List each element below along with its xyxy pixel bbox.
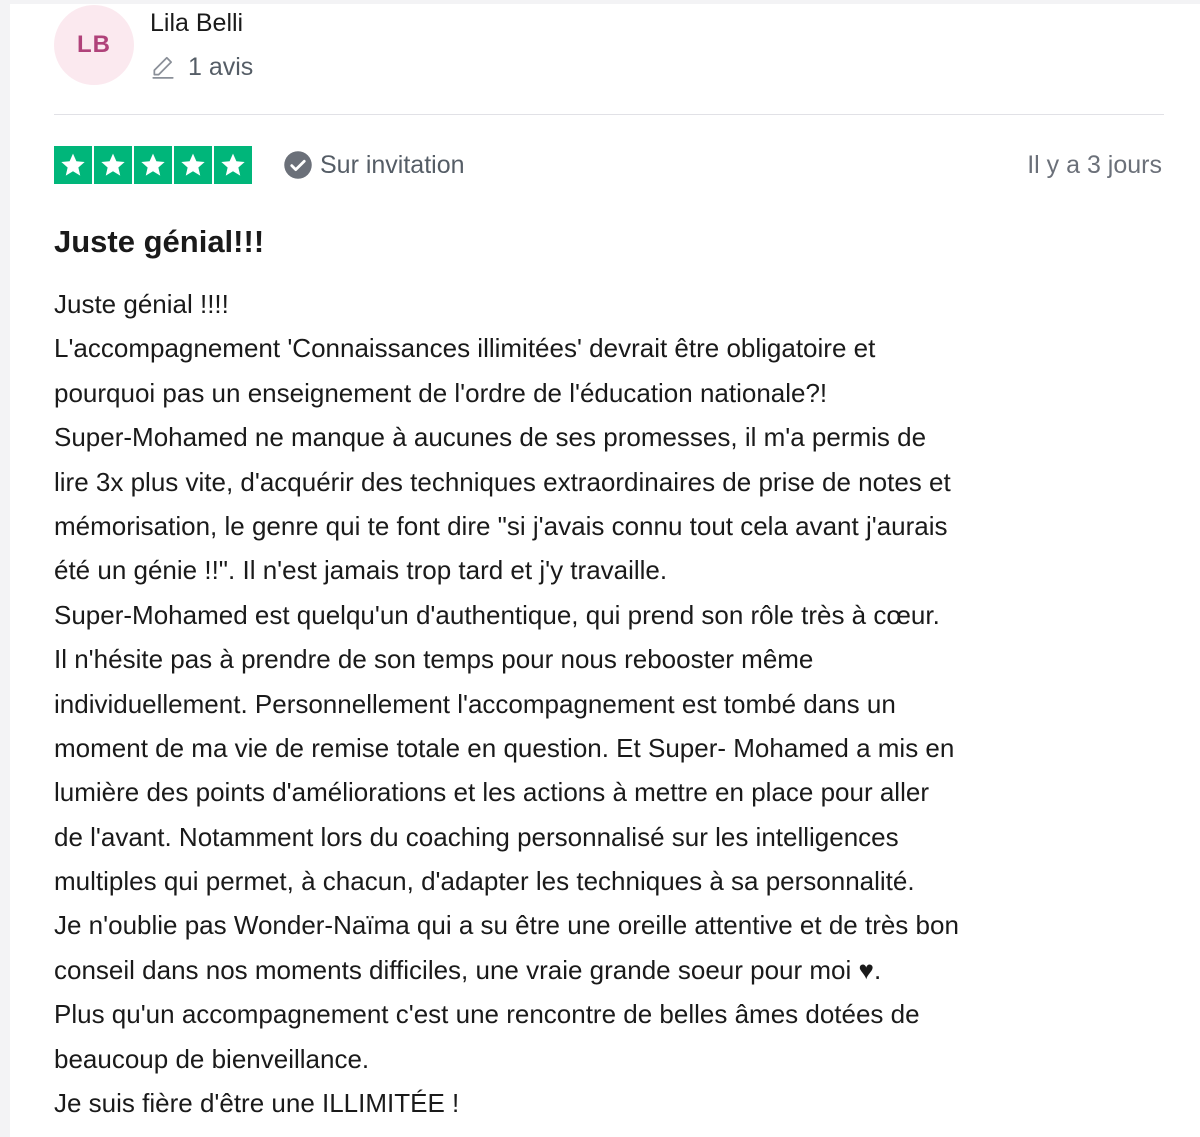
star-rating [54, 146, 252, 184]
review-title[interactable]: Juste génial!!! [54, 224, 265, 259]
consumer-name[interactable]: Lila Belli [150, 9, 244, 37]
star-icon [174, 146, 212, 184]
review-text-line: conseil dans nos moments difficiles, une vraie grande soeur pour moi ♥. [54, 954, 882, 985]
review-text-line: lire 3x plus vite, d'acquérir des techniques extraordinaires de prise de notes et [54, 466, 951, 497]
review-text-line: Super-Mohamed est quelqu'un d'authentique, qui prend son rôle très à cœur. [54, 599, 940, 630]
review-text-line: Il n'hésite pas à prendre de son temps pour nous rebooster même [54, 644, 814, 675]
invited-label: Sur invitation [320, 151, 465, 179]
review-text-line: multiples qui permet, à chacun, d'adapter les techniques à sa personnalité. [54, 866, 915, 897]
review-text-line: Super-Mohamed ne manque à aucunes de ses promesses, il m'a permis de [54, 422, 927, 453]
star-icon [214, 146, 252, 184]
pencil-icon [150, 54, 176, 80]
review-text-line: Je n'oublie pas Wonder-Naïma qui a su être une oreille attentive et de très bon [54, 910, 959, 941]
page-left-rail [0, 0, 10, 1137]
consumer-review-count [150, 50, 253, 84]
star-icon [54, 146, 92, 184]
review-text-line: Plus qu'un accompagnement c'est une rencontre de belles âmes dotées de [54, 999, 920, 1030]
star-icon [94, 146, 132, 184]
review-date: Il y a 3 jours [1027, 151, 1162, 179]
review-text-line: Juste génial !!!! [54, 289, 229, 319]
review-text-line: été un génie !!". Il n'est jamais trop tard et j'y travaille. [54, 555, 668, 586]
review-text-line: L'accompagnement 'Connaissances illimitées' devrait être obligatoire et [54, 333, 876, 364]
review-body [54, 282, 1166, 1125]
avatar[interactable] [54, 5, 134, 85]
review-text-line: beaucoup de bienveillance. [54, 1043, 370, 1074]
star-icon [134, 146, 172, 184]
review-text-line: mémorisation, le genre qui te font dire "si j'avais connu tout cela avant j'aurais [54, 510, 948, 541]
invited-badge[interactable] [283, 148, 465, 182]
review-count-label: 1 avis [188, 53, 254, 81]
review-card [54, 0, 1164, 1137]
avatar-initials: LB [77, 31, 111, 58]
review-text-line: Je suis fière d'être une ILLIMITÉE ! [54, 1088, 460, 1119]
header-divider [54, 114, 1164, 115]
review-text-line: lumière des points d'améliorations et les actions à mettre en place pour aller [54, 777, 929, 808]
check-circle-icon [283, 150, 313, 180]
review-text-line: moment de ma vie de remise totale en question. Et Super- Mohamed a mis en [54, 732, 955, 763]
review-text-line: pourquoi pas un enseignement de l'ordre de l'éducation nationale?! [54, 377, 828, 408]
review-text-line: de l'avant. Notamment lors du coaching personnalisé sur les intelligences [54, 821, 899, 852]
review-text-line: individuellement. Personnellement l'accompagnement est tombé dans un [54, 688, 896, 719]
